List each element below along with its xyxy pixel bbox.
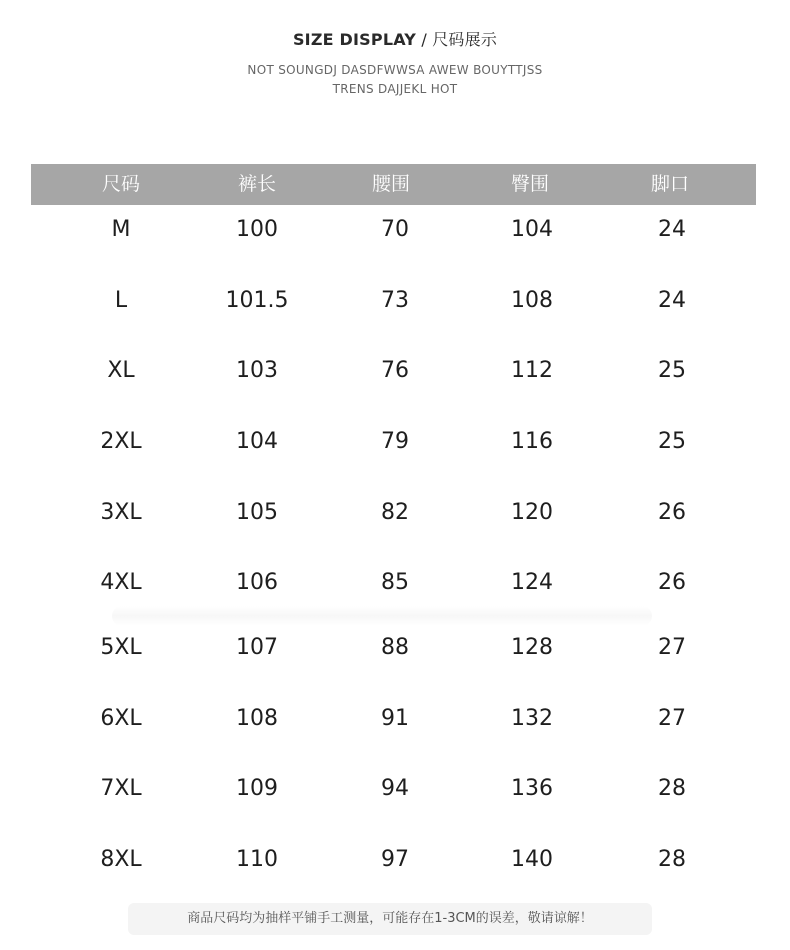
table-row (0, 351, 790, 391)
cell-length: 105 (236, 500, 278, 525)
title-en: SIZE DISPLAY (292, 30, 417, 49)
cell-hip: 104 (511, 217, 553, 242)
column-header-hem: 脚口 (650, 173, 689, 195)
cell-hem: 26 (658, 570, 686, 595)
cell-length: 110 (236, 847, 278, 872)
cell-hem: 25 (658, 358, 686, 383)
title-cn: 尺码展示 (432, 30, 498, 49)
column-header-size: 尺码 (101, 173, 140, 195)
column-header-hip: 臀围 (510, 173, 549, 195)
table-row (0, 493, 790, 533)
cell-size: 4XL (100, 570, 142, 595)
cell-length: 103 (236, 358, 278, 383)
cell-length: 104 (236, 429, 278, 454)
cell-hip: 124 (511, 570, 553, 595)
cell-length: 108 (236, 706, 278, 731)
table-row (0, 699, 790, 739)
cell-hip: 120 (511, 500, 553, 525)
cell-hem: 28 (658, 776, 686, 801)
cell-waist: 94 (381, 776, 409, 801)
cell-length: 109 (236, 776, 278, 801)
cell-hip: 136 (511, 776, 553, 801)
cell-hip: 112 (511, 358, 553, 383)
cell-hip: 128 (511, 635, 553, 660)
column-header-waist: 腰围 (371, 173, 410, 195)
table-row (0, 210, 790, 250)
cell-waist: 79 (381, 429, 409, 454)
table-row (0, 281, 790, 321)
cell-waist: 76 (381, 358, 409, 383)
cell-hem: 27 (658, 706, 686, 731)
cell-waist: 97 (381, 847, 409, 872)
cell-hem: 24 (658, 288, 686, 313)
cell-size: 3XL (100, 500, 142, 525)
table-row (0, 422, 790, 462)
cell-length: 107 (236, 635, 278, 660)
cell-size: L (114, 288, 128, 313)
cell-hem: 24 (658, 217, 686, 242)
cell-waist: 85 (381, 570, 409, 595)
cell-hem: 26 (658, 500, 686, 525)
cell-hem: 25 (658, 429, 686, 454)
subtitle-line-2: TRENS DAJJEKL HOT (332, 82, 458, 96)
decorative-band (112, 606, 652, 626)
cell-waist: 91 (381, 706, 409, 731)
cell-waist: 73 (381, 288, 409, 313)
cell-hip: 116 (511, 429, 553, 454)
cell-hip: 108 (511, 288, 553, 313)
measurement-footnote: 商品尺码均为抽样平铺手工测量，可能存在1-3CM的误差，敬请谅解！ (128, 903, 652, 935)
table-row (0, 769, 790, 809)
cell-waist: 82 (381, 500, 409, 525)
cell-waist: 88 (381, 635, 409, 660)
cell-hip: 140 (511, 847, 553, 872)
cell-length: 101.5 (225, 288, 289, 313)
title-separator: / (416, 30, 433, 49)
table-row (0, 563, 790, 603)
cell-size: XL (107, 358, 135, 383)
subtitle-line-1: NOT SOUNGDJ DASDFWWSA AWEW BOUYTTJSS (247, 63, 543, 77)
cell-size: 7XL (100, 776, 142, 801)
table-header (31, 164, 756, 205)
cell-hem: 27 (658, 635, 686, 660)
page-title (0, 27, 790, 50)
cell-size: M (111, 217, 131, 242)
table-row (0, 628, 790, 668)
column-header-length: 裤长 (237, 173, 276, 195)
cell-size: 6XL (100, 706, 142, 731)
cell-length: 106 (236, 570, 278, 595)
cell-size: 8XL (100, 847, 142, 872)
cell-hem: 28 (658, 847, 686, 872)
cell-waist: 70 (381, 217, 409, 242)
cell-hip: 132 (511, 706, 553, 731)
cell-length: 100 (236, 217, 278, 242)
cell-size: 2XL (100, 429, 142, 454)
table-row (0, 840, 790, 880)
cell-size: 5XL (100, 635, 142, 660)
